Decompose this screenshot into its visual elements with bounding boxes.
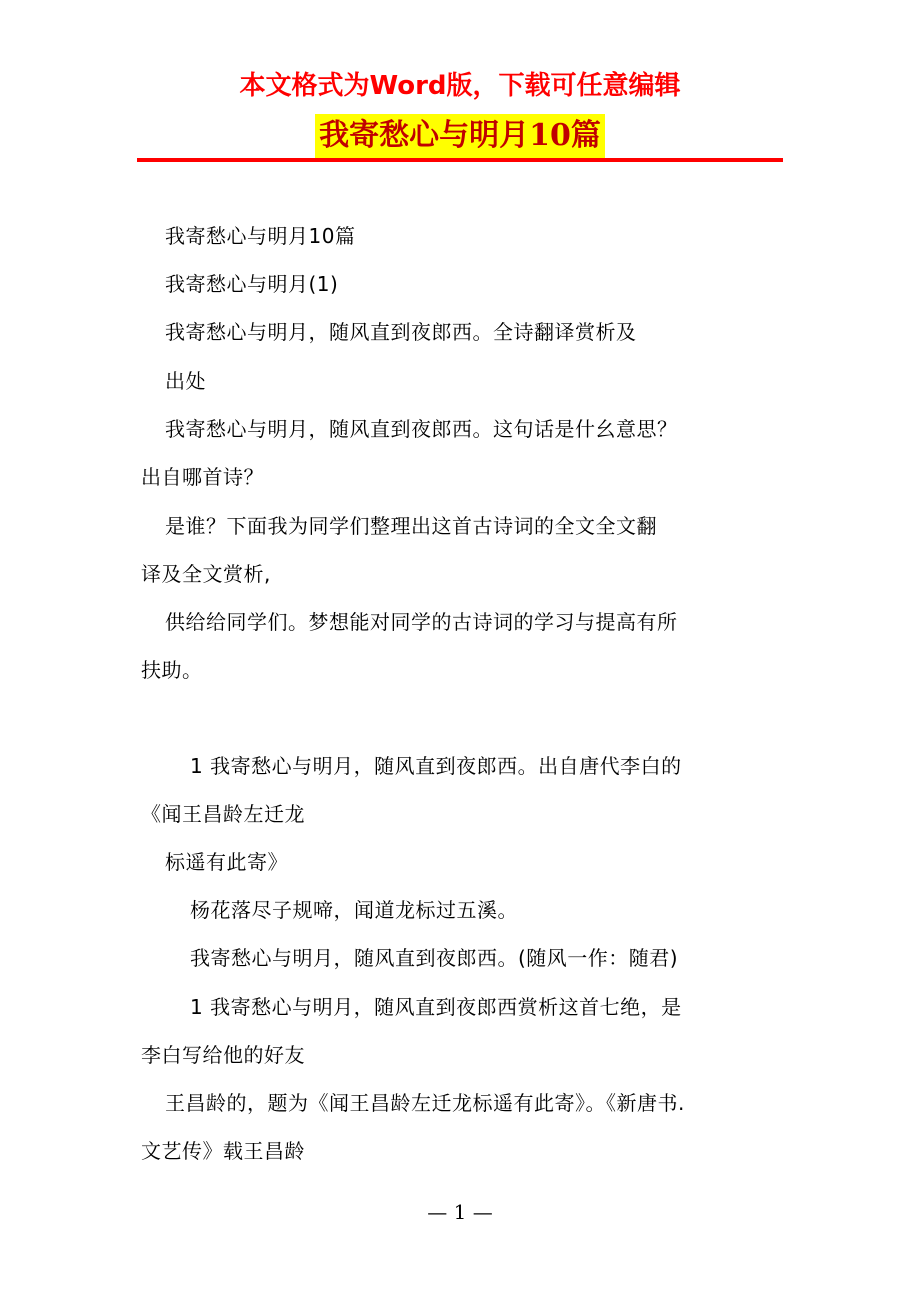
body-line: 我寄愁心与明月，随风直到夜郎西。(随风一作：随君) (190, 946, 679, 970)
title-divider (137, 158, 783, 162)
body-line: 我寄愁心与明月，随风直到夜郎西。这句话是什幺意思？ (165, 417, 678, 441)
body-line: 译及全文赏析, (141, 562, 271, 586)
body-line: 我寄愁心与明月(1) (165, 272, 339, 296)
body-line: 我寄愁心与明月，随风直到夜郎西。全诗翻译赏析及 (165, 320, 637, 344)
format-notice: 本文格式为Word版，下载可任意编辑 (239, 71, 681, 101)
body-line: 扶助。 (141, 658, 203, 682)
body-line: 文艺传》载王昌龄 (141, 1139, 305, 1163)
body-line: 1 我寄愁心与明月，随风直到夜郎西。出自唐代李白的 (190, 754, 682, 778)
body-line: 供给给同学们。梦想能对同学的古诗词的学习与提高有所 (165, 610, 678, 634)
body-line: 是谁？下面我为同学们整理出这首古诗词的全文全文翻 (165, 514, 657, 538)
body-line: 1 我寄愁心与明月，随风直到夜郎西赏析这首七绝，是 (190, 995, 682, 1019)
page-number: — 1 — (427, 1200, 493, 1224)
body-line: 出自哪首诗？ (141, 465, 264, 489)
body-line: 出处 (165, 369, 206, 393)
document-title: 我寄愁心与明月10篇 (315, 114, 605, 158)
body-line: 标遥有此寄》 (165, 850, 288, 874)
body-line: 我寄愁心与明月10篇 (165, 224, 356, 248)
body-line: 王昌龄的，题为《闻王昌龄左迁龙标遥有此寄》。《新唐书. (165, 1091, 685, 1115)
body-line: 《闻王昌龄左迁龙 (141, 802, 305, 826)
body-line: 杨花落尽子规啼，闻道龙标过五溪。 (190, 898, 518, 922)
body-line: 李白写给他的好友 (141, 1043, 305, 1067)
